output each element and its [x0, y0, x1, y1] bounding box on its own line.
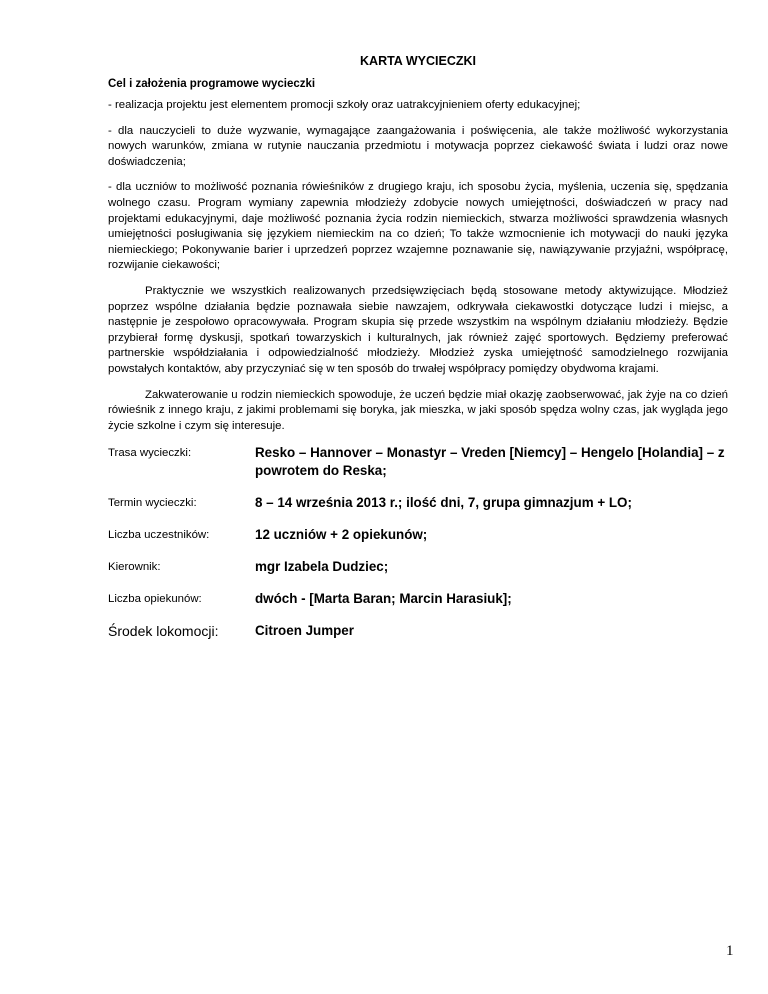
- document-page: [108, 54, 728, 654]
- document-title: KARTA WYCIECZKI: [360, 54, 476, 68]
- paragraph-students: - dla uczniów to możliwość poznania rówieśników z drugiego kraju, ich sposobu życia, myślenia, uczenia się, spędzania wolnego czasu. Program wymiany zapewnia młodzieży zdobycie nowych umiejętności, doświadczeń w pracy nad projektami edukacyjnymi, daje możliwość poznania życia rodzin niemieckich, stwarza możliwości sprawdzenia własnych umiejętności posługiwania się językiem niemieckim na co dzień; To także wzmocnienie ich motywacji do nauki języka niemieckiego; Pokonywanie barier i uprzedzeń poprzez wzajemne poznawanie się, nawiązywanie przyjaźni, współpracę, rozwijanie ciekawości;: [108, 181, 728, 272]
- guardians-label: Liczba opiekunów:: [108, 593, 202, 606]
- detail-row-leader: [108, 558, 728, 576]
- route-value: Resko – Hannover – Monastyr – Vreden [Niemcy] – Hengelo [Holandia] – z powrotem do Reska;: [255, 445, 725, 479]
- transport-value: Citroen Jumper: [255, 623, 354, 639]
- detail-row-route: [108, 444, 728, 480]
- route-label: Trasa wycieczki:: [108, 447, 192, 460]
- participants-value: 12 uczniów + 2 opiekunów;: [255, 527, 428, 543]
- leader-value: mgr Izabela Dudziec;: [255, 559, 389, 575]
- detail-row-participants: [108, 526, 728, 544]
- section-subtitle: Cel i założenia programowe wycieczki: [108, 78, 316, 90]
- paragraph-promotion: - realizacja projektu jest elementem promocji szkoły oraz uatrakcyjnieniem oferty edukacyjnej;: [108, 99, 581, 111]
- date-label: Termin wycieczki:: [108, 497, 197, 510]
- date-value: 8 – 14 września 2013 r.; ilość dni, 7, grupa gimnazjum + LO;: [255, 495, 632, 511]
- trip-details-table: [108, 444, 728, 640]
- paragraph-teachers: - dla nauczycieli to duże wyzwanie, wymagające zaangażowania i poświęcenia, ale także możliwość wykorzystania nowych warunków, zmiana w rutynie nauczania przedmiotu i motywacja poprzez ciekawość świata i ludzi oraz nowe doświadczenia;: [108, 124, 728, 168]
- detail-row-date: [108, 494, 728, 512]
- page-number: 1: [726, 943, 734, 959]
- detail-row-transport: [108, 622, 728, 640]
- guardians-value: dwóch - [Marta Baran; Marcin Harasiuk];: [255, 591, 512, 607]
- paragraph-accommodation: Zakwaterowanie u rodzin niemieckich spowoduje, że uczeń będzie miał okazję zaobserwować, jak żyje na co dzień rówieśnik z innego kraju, z jakimi problemami się boryka, jak mieszka, w jaki sposób spędza wolny czas, jak wygląda jego życie szkolne i czym się interesuje.: [108, 388, 728, 432]
- transport-label: Środek lokomocji:: [108, 623, 219, 640]
- participants-label: Liczba uczestników:: [108, 529, 210, 542]
- leader-label: Kierownik:: [108, 561, 161, 574]
- paragraph-methods: Praktycznie we wszystkich realizowanych przedsięwzięciach będą stosowane metody aktywizujące. Młodzież poprzez wspólne działania będzie poznawała siebie nawzajem, odkrywała ciekawostki dotyczące ludzi i miejsc, a następnie je zespołowo opracowywała. Program skupia się przede wszystkim na wspólnym działaniu młodzieży. Będzie przybierał formę dyskusji, spotkań towarzyskich i kulturalnych, jak również zajęć sportowych. Będziemy preferować partnerskie współdziałania i odpowiedzialność młodzieży. Młodzież zyska umiejętność samodzielnego rozwijania powstałych kontaktów, aby przyczyniać się w ten sposób do trwałej współpracy pomiędzy obydwoma krajami.: [108, 284, 728, 375]
- detail-row-guardians: [108, 590, 728, 608]
